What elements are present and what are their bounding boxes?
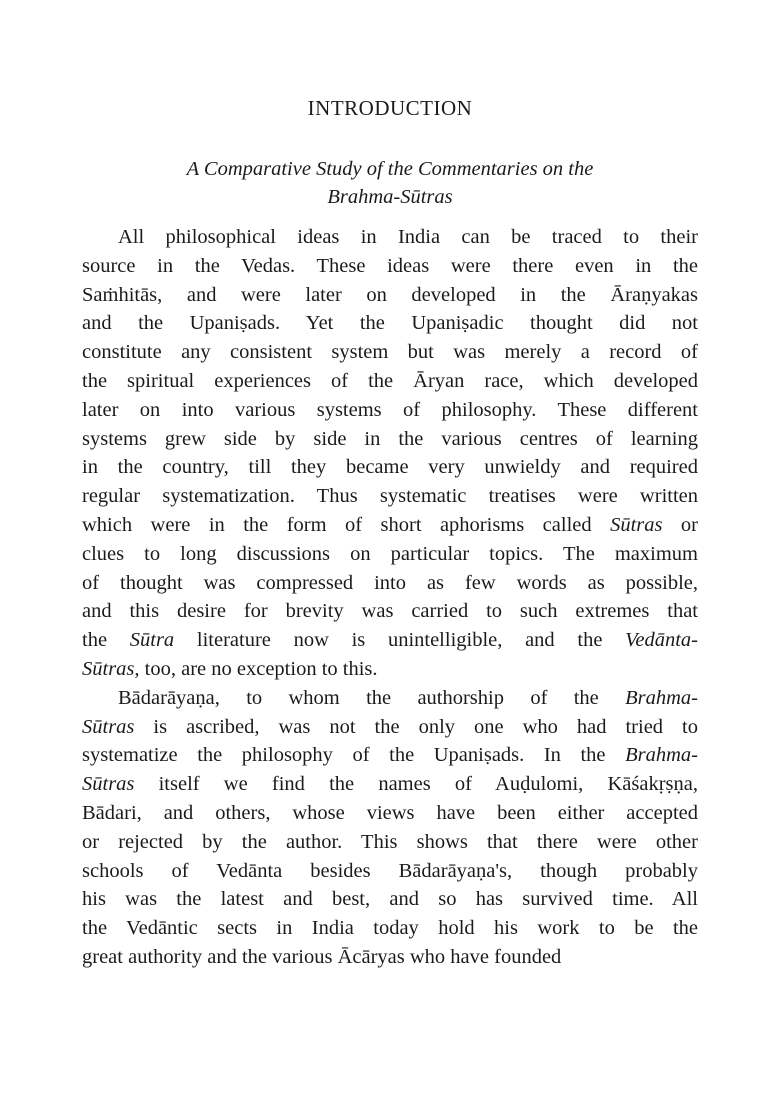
text-line: the Sūtra literature now is unintelligible, and the Vedānta- (82, 629, 699, 652)
text-line: and the Upaniṣads. Yet the Upaniṣadic thought did not (82, 312, 698, 335)
text-line: of thought was compressed into as few words as possible, (82, 571, 698, 594)
text-line: the spiritual experiences of the Āryan race, which developed (82, 369, 698, 392)
text-line: the Vedāntic sects in India today hold his work to be the (82, 917, 698, 940)
text-line: systems grew side by side in the various centres of learning (82, 427, 698, 450)
text-line: Bādari, and others, whose views have been either accepted (82, 801, 698, 824)
text-line: Sūtras, too, are no exception to this. (82, 657, 378, 680)
text-line: later on into various systems of philosophy. These different (82, 398, 698, 421)
text-line: Sūtras itself we find the names of Auḍulomi, Kāśakṛṣṇa, (82, 773, 698, 796)
document-page (82, 96, 698, 972)
text-line: great authority and the various Ācāryas who have founded (82, 945, 562, 968)
text-line: or rejected by the author. This shows that there were other (82, 830, 698, 853)
subtitle-line-2: Brahma-Sūtras (327, 186, 453, 208)
text-line: Saṁhitās, and were later on developed in the Āraṇyakas (82, 283, 698, 306)
text-line: regular systematization. Thus systematic treatises were written (82, 485, 698, 508)
paragraph-2 (82, 684, 698, 972)
text-line: and this desire for brevity was carried to such extremes that (82, 600, 698, 623)
text-line: systematize the philosophy of the Upaniṣads. In the Brahma- (82, 744, 698, 767)
text-line: All philosophical ideas in India can be traced to their (118, 226, 698, 248)
text-line: source in the Vedas. These ideas were there even in the (82, 254, 698, 277)
text-line: constitute any consistent system but was merely a record of (82, 341, 698, 364)
text-line: in the country, till they became very unwieldy and required (82, 456, 698, 479)
text-line: Sūtras is ascribed, was not the only one who had tried to (82, 715, 698, 738)
subtitle-line-1: A Comparative Study of the Commentaries on the (186, 158, 594, 180)
paragraph-1 (82, 223, 698, 684)
text-line: schools of Vedānta besides Bādarāyaṇa's, though probably (82, 859, 698, 882)
text-line: clues to long discussions on particular topics. The maximum (82, 542, 698, 565)
text-line: Bādarāyaṇa, to whom the authorship of the Brahma- (118, 686, 698, 709)
text-line: his was the latest and best, and so has survived time. All (82, 888, 698, 911)
chapter-subtitle (82, 155, 698, 211)
page-heading: INTRODUCTION (307, 96, 473, 120)
text-line: which were in the form of short aphorisms called Sūtras or (82, 513, 698, 536)
